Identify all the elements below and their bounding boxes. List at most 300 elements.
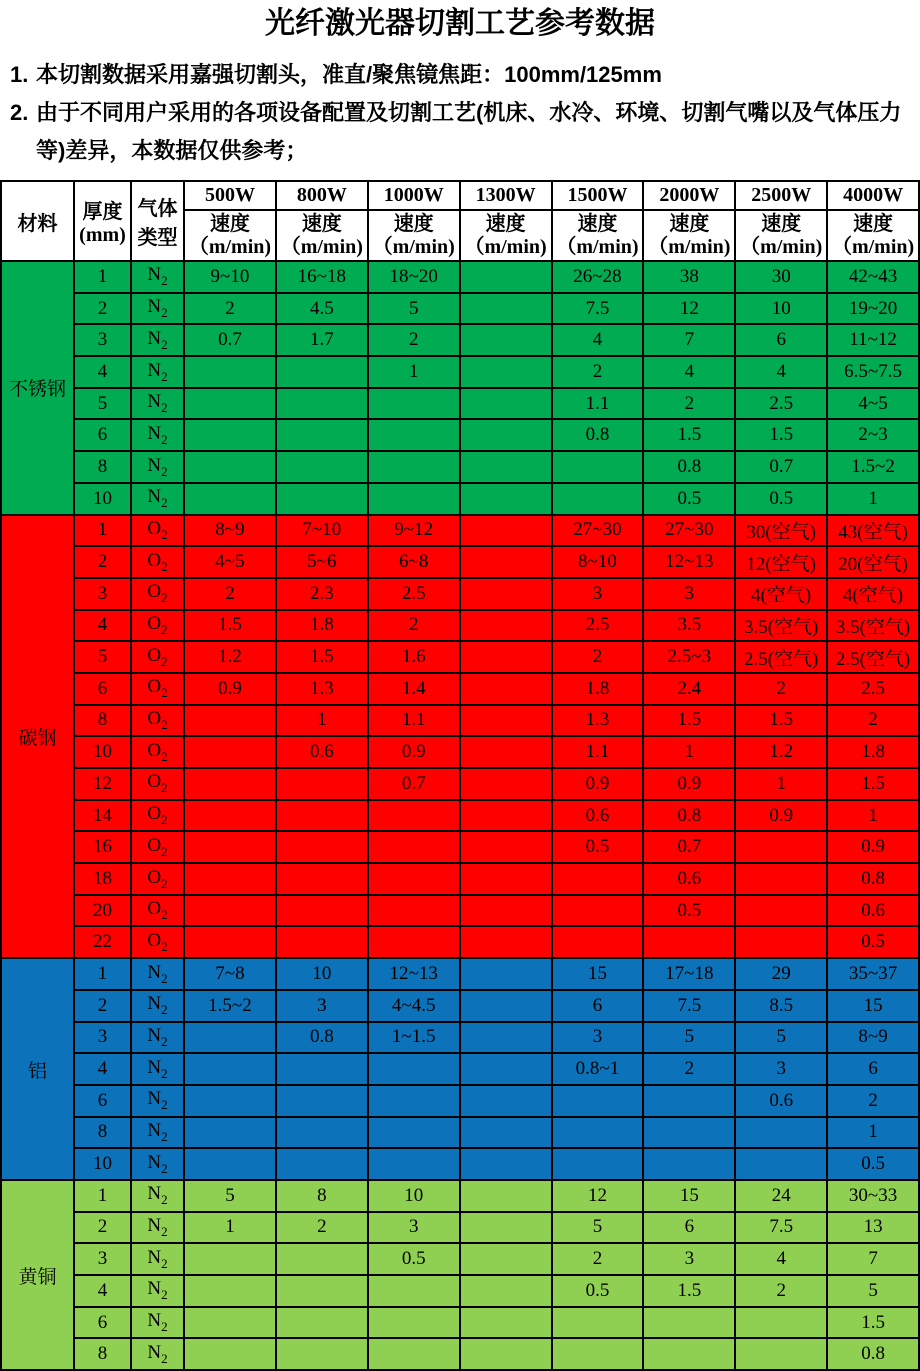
speed-cell: 1.6 — [368, 641, 460, 673]
speed-cell: 1.7 — [276, 324, 368, 356]
speed-header — [368, 210, 460, 261]
speed-cell: 0.8 — [827, 863, 919, 895]
speed-cell — [276, 1338, 368, 1370]
speed-cell: 2 — [184, 578, 276, 610]
speed-unit: （m/min) — [740, 235, 823, 258]
thickness-cell: 8 — [74, 1338, 131, 1370]
speed-cell: 3 — [643, 1243, 735, 1275]
speed-cell: 1 — [276, 705, 368, 737]
material-label: 铝 — [1, 958, 74, 1180]
speed-cell: 26~28 — [552, 261, 644, 293]
speed-cell: 4 — [643, 356, 735, 388]
speed-cell: 7~10 — [276, 515, 368, 547]
speed-cell: 3.5(空气) — [735, 610, 827, 642]
gas-cell: $N_2$ — [131, 1022, 184, 1054]
speed-cell: 13 — [827, 1212, 919, 1244]
note-2 — [10, 94, 916, 170]
thickness-cell: 8 — [74, 1117, 131, 1149]
speed-cell: 0.9 — [643, 768, 735, 800]
speed-cell: 8~10 — [552, 546, 644, 578]
gas-cell: $N_2$ — [131, 990, 184, 1022]
speed-cell — [552, 863, 644, 895]
speed-cell — [643, 1307, 735, 1339]
speed-cell — [184, 863, 276, 895]
table-row — [1, 768, 919, 800]
speed-cell — [460, 1148, 552, 1180]
cutting-reference-table — [0, 180, 920, 1371]
speed-cell: 1 — [827, 800, 919, 832]
speed-cell: 8~9 — [184, 515, 276, 547]
table-row — [1, 863, 919, 895]
speed-cell — [460, 388, 552, 420]
speed-cell — [184, 800, 276, 832]
speed-cell — [276, 1085, 368, 1117]
speed-cell — [460, 356, 552, 388]
gas-cell: $N_2$ — [131, 958, 184, 990]
speed-cell — [643, 1117, 735, 1149]
speed-cell — [276, 1243, 368, 1275]
speed-cell: 0.7 — [368, 768, 460, 800]
thickness-cell: 1 — [74, 261, 131, 293]
speed-cell: 1.8 — [552, 673, 644, 705]
speed-cell: 0.6 — [735, 1085, 827, 1117]
speed-cell: 0.5 — [552, 1275, 644, 1307]
speed-cell — [184, 1117, 276, 1149]
speed-cell: 0.8 — [643, 451, 735, 483]
speed-cell — [460, 1053, 552, 1085]
speed-cell: 10 — [276, 958, 368, 990]
speed-cell: 0.8 — [552, 419, 644, 451]
table-row — [1, 1307, 919, 1339]
table-row — [1, 641, 919, 673]
speed-cell: 9~12 — [368, 515, 460, 547]
table-row — [1, 578, 919, 610]
table-row — [1, 705, 919, 737]
thickness-cell: 4 — [74, 1275, 131, 1307]
speed-cell — [184, 1338, 276, 1370]
speed-cell — [552, 895, 644, 927]
speed-header — [827, 210, 919, 261]
speed-cell: 0.8 — [643, 800, 735, 832]
speed-cell: 1.3 — [276, 673, 368, 705]
thickness-cell: 4 — [74, 356, 131, 388]
gas-cell: $N_2$ — [131, 1180, 184, 1212]
speed-cell — [552, 926, 644, 958]
speed-cell — [276, 768, 368, 800]
speed-cell: 1 — [368, 356, 460, 388]
speed-cell — [184, 926, 276, 958]
speed-cell — [552, 1117, 644, 1149]
speed-cell — [735, 831, 827, 863]
material-column-header: 材料 — [1, 181, 74, 261]
speed-cell: 43(空气) — [827, 515, 919, 547]
speed-cell: 10 — [735, 293, 827, 325]
speed-cell — [184, 1243, 276, 1275]
speed-cell: 0.8~1 — [552, 1053, 644, 1085]
speed-cell — [368, 926, 460, 958]
thickness-cell: 6 — [74, 419, 131, 451]
speed-cell: 30 — [735, 261, 827, 293]
table-row — [1, 293, 919, 325]
gas-cell: $O_2$ — [131, 673, 184, 705]
speed-cell — [552, 1307, 644, 1339]
speed-cell — [460, 324, 552, 356]
table-row — [1, 1022, 919, 1054]
speed-cell — [276, 483, 368, 515]
gas-cell: $O_2$ — [131, 610, 184, 642]
speed-cell: 4~5 — [827, 388, 919, 420]
gas-cell: $O_2$ — [131, 800, 184, 832]
speed-unit: （m/min) — [372, 235, 455, 258]
thickness-cell: 6 — [74, 1307, 131, 1339]
speed-cell: 2 — [827, 1085, 919, 1117]
speed-cell — [552, 1148, 644, 1180]
table-row — [1, 958, 919, 990]
thickness-cell: 3 — [74, 1243, 131, 1275]
speed-cell: 0.7 — [643, 831, 735, 863]
gas-cell: $O_2$ — [131, 641, 184, 673]
speed-cell: 4 — [735, 1243, 827, 1275]
speed-cell: 27~30 — [643, 515, 735, 547]
speed-cell: 8.5 — [735, 990, 827, 1022]
speed-cell — [184, 736, 276, 768]
speed-cell — [184, 1022, 276, 1054]
speed-cell: 1.5 — [827, 1307, 919, 1339]
gas-cell: $N_2$ — [131, 1275, 184, 1307]
speed-header — [184, 210, 276, 261]
speed-cell: 1.5 — [184, 610, 276, 642]
speed-cell: 0.8 — [827, 1338, 919, 1370]
table-row — [1, 1053, 919, 1085]
speed-cell — [460, 1307, 552, 1339]
speed-cell — [368, 800, 460, 832]
speed-unit: （m/min) — [280, 235, 363, 258]
gas-cell: $N_2$ — [131, 356, 184, 388]
thickness-cell: 3 — [74, 324, 131, 356]
speed-cell: 2 — [552, 641, 644, 673]
speed-cell — [460, 673, 552, 705]
speed-cell: 20(空气) — [827, 546, 919, 578]
speed-cell — [735, 1148, 827, 1180]
speed-cell: 0.9 — [827, 831, 919, 863]
speed-cell — [276, 831, 368, 863]
speed-cell: 0.5 — [643, 483, 735, 515]
speed-cell — [184, 483, 276, 515]
speed-cell: 7 — [827, 1243, 919, 1275]
table-row — [1, 261, 919, 293]
speed-cell: 12~13 — [368, 958, 460, 990]
power-header-1500w: 1500W — [552, 181, 644, 210]
speed-cell — [184, 705, 276, 737]
speed-cell: 6 — [552, 990, 644, 1022]
speed-cell — [735, 1307, 827, 1339]
gas-cell: $O_2$ — [131, 926, 184, 958]
thickness-cell: 22 — [74, 926, 131, 958]
speed-cell — [276, 451, 368, 483]
speed-cell — [276, 1307, 368, 1339]
speed-cell — [368, 388, 460, 420]
note-text: 本切割数据采用嘉强切割头，准直/聚焦镜焦距：100mm/125mm — [36, 62, 662, 87]
speed-cell: 2 — [368, 610, 460, 642]
speed-cell: 4(空气) — [735, 578, 827, 610]
speed-cell: 2 — [368, 324, 460, 356]
speed-cell: 1.5 — [276, 641, 368, 673]
speed-cell: 9~10 — [184, 261, 276, 293]
table-row — [1, 1338, 919, 1370]
thickness-cell: 2 — [74, 990, 131, 1022]
speed-cell: 18~20 — [368, 261, 460, 293]
speed-cell: 1.8 — [827, 736, 919, 768]
speed-cell: 2 — [643, 1053, 735, 1085]
table-row — [1, 546, 919, 578]
speed-cell — [460, 895, 552, 927]
speed-cell — [460, 1117, 552, 1149]
speed-cell: 1 — [184, 1212, 276, 1244]
speed-cell — [276, 419, 368, 451]
speed-cell — [460, 1180, 552, 1212]
speed-cell: 1.5 — [643, 1275, 735, 1307]
table-row — [1, 1148, 919, 1180]
gas-cell: $N_2$ — [131, 1307, 184, 1339]
table-row — [1, 673, 919, 705]
speed-cell: 7 — [643, 324, 735, 356]
speed-cell: 0.5 — [827, 1148, 919, 1180]
speed-cell: 0.5 — [643, 895, 735, 927]
thickness-cell: 18 — [74, 863, 131, 895]
speed-cell — [460, 736, 552, 768]
speed-unit: （m/min) — [464, 235, 547, 258]
thickness-cell: 3 — [74, 578, 131, 610]
speed-cell: 30(空气) — [735, 515, 827, 547]
speed-unit: （m/min) — [188, 235, 272, 258]
speed-cell — [368, 895, 460, 927]
speed-cell — [184, 356, 276, 388]
thickness-cell: 6 — [74, 1085, 131, 1117]
speed-label: 速度 — [301, 212, 342, 235]
speed-cell: 29 — [735, 958, 827, 990]
speed-cell: 0.5 — [735, 483, 827, 515]
speed-cell: 4 — [735, 356, 827, 388]
table-row — [1, 356, 919, 388]
speed-cell — [276, 863, 368, 895]
speed-cell — [184, 388, 276, 420]
speed-label: 速度 — [761, 212, 802, 235]
speed-cell — [735, 863, 827, 895]
speed-cell — [184, 451, 276, 483]
speed-cell: 1~1.5 — [368, 1022, 460, 1054]
speed-cell — [184, 1053, 276, 1085]
speed-cell — [460, 863, 552, 895]
speed-cell — [276, 1117, 368, 1149]
thickness-cell: 2 — [74, 293, 131, 325]
thickness-cell: 10 — [74, 1148, 131, 1180]
table-row — [1, 1243, 919, 1275]
speed-cell: 1.5 — [827, 768, 919, 800]
speed-cell: 4.5 — [276, 293, 368, 325]
speed-cell: 5 — [552, 1212, 644, 1244]
gas-cell: $O_2$ — [131, 578, 184, 610]
page-title: 光纤激光器切割工艺参考数据 — [265, 7, 655, 40]
speed-cell: 1.1 — [552, 736, 644, 768]
speed-cell: 0.5 — [552, 831, 644, 863]
speed-cell: 3.5(空气) — [827, 610, 919, 642]
speed-cell: 1.5 — [735, 705, 827, 737]
speed-cell: 12 — [643, 293, 735, 325]
gas-cell: $O_2$ — [131, 863, 184, 895]
speed-cell: 2.5(空气) — [827, 641, 919, 673]
speed-cell: 12 — [552, 1180, 644, 1212]
thickness-cell: 10 — [74, 736, 131, 768]
speed-cell — [276, 895, 368, 927]
speed-cell: 1.4 — [368, 673, 460, 705]
gas-cell: $O_2$ — [131, 705, 184, 737]
thickness-cell: 1 — [74, 958, 131, 990]
speed-cell: 2.3 — [276, 578, 368, 610]
speed-cell: 0.8 — [276, 1022, 368, 1054]
table-row — [1, 515, 919, 547]
speed-cell: 8~9 — [827, 1022, 919, 1054]
speed-cell — [460, 515, 552, 547]
gas-cell: $N_2$ — [131, 1148, 184, 1180]
speed-cell: 7~8 — [184, 958, 276, 990]
gas-cell: $N_2$ — [131, 388, 184, 420]
power-header-2000w: 2000W — [643, 181, 735, 210]
thickness-cell: 2 — [74, 1212, 131, 1244]
speed-label: 速度 — [853, 212, 894, 235]
gas-cell: $O_2$ — [131, 831, 184, 863]
speed-cell: 0.6 — [552, 800, 644, 832]
speed-cell: 6~8 — [368, 546, 460, 578]
speed-cell — [643, 1148, 735, 1180]
speed-cell: 15 — [827, 990, 919, 1022]
speed-cell: 3 — [368, 1212, 460, 1244]
speed-cell: 1 — [827, 483, 919, 515]
speed-cell — [460, 1085, 552, 1117]
speed-cell — [460, 610, 552, 642]
speed-cell: 6.5~7.5 — [827, 356, 919, 388]
speed-header — [552, 210, 644, 261]
speed-cell: 10 — [368, 1180, 460, 1212]
thickness-column-header: 厚度(mm) — [74, 181, 131, 261]
speed-cell: 24 — [735, 1180, 827, 1212]
speed-cell: 30~33 — [827, 1180, 919, 1212]
speed-label: 速度 — [209, 212, 250, 235]
speed-cell: 2.5 — [735, 388, 827, 420]
speed-cell: 5 — [184, 1180, 276, 1212]
thickness-cell: 1 — [74, 1180, 131, 1212]
speed-unit: （m/min) — [831, 235, 915, 258]
speed-cell: 1.8 — [276, 610, 368, 642]
speed-cell: 3 — [552, 578, 644, 610]
thickness-cell: 2 — [74, 546, 131, 578]
speed-cell — [735, 1117, 827, 1149]
power-header-1000w: 1000W — [368, 181, 460, 210]
speed-cell: 4(空气) — [827, 578, 919, 610]
gas-cell: $N_2$ — [131, 419, 184, 451]
speed-cell — [368, 451, 460, 483]
speed-cell — [184, 419, 276, 451]
speed-cell: 0.6 — [643, 863, 735, 895]
note-text: 由于不同用户采用的各项设备配置及切割工艺(机床、水冷、环境、切割气嘴以及气体压力等)差异，本数据仅供参考； — [36, 100, 902, 163]
speed-cell — [460, 578, 552, 610]
speed-cell — [276, 800, 368, 832]
table-row — [1, 419, 919, 451]
speed-cell — [368, 483, 460, 515]
speed-cell — [368, 1053, 460, 1085]
speed-cell: 0.7 — [735, 451, 827, 483]
speed-cell — [460, 958, 552, 990]
speed-cell: 12(空气) — [735, 546, 827, 578]
speed-cell: 2 — [276, 1212, 368, 1244]
table-row — [1, 1275, 919, 1307]
speed-header — [643, 210, 735, 261]
speed-cell: 2 — [643, 388, 735, 420]
gas-cell: $O_2$ — [131, 546, 184, 578]
speed-cell: 5 — [827, 1275, 919, 1307]
speed-cell: 1 — [643, 736, 735, 768]
speed-cell: 1.5 — [643, 705, 735, 737]
speed-cell: 19~20 — [827, 293, 919, 325]
speed-cell: 1.5 — [643, 419, 735, 451]
speed-cell: 2.5~3 — [643, 641, 735, 673]
thickness-cell: 16 — [74, 831, 131, 863]
speed-cell: 2.5 — [368, 578, 460, 610]
power-header-500w: 500W — [184, 181, 276, 210]
thickness-cell: 12 — [74, 768, 131, 800]
table-row — [1, 1117, 919, 1149]
speed-header — [460, 210, 552, 261]
speed-cell: 15 — [643, 1180, 735, 1212]
speed-cell — [368, 419, 460, 451]
speed-cell — [184, 831, 276, 863]
speed-cell — [460, 800, 552, 832]
table-row — [1, 324, 919, 356]
speed-cell — [368, 831, 460, 863]
table-row — [1, 1180, 919, 1212]
gas-cell: $O_2$ — [131, 515, 184, 547]
speed-cell: 2 — [827, 705, 919, 737]
table-row — [1, 800, 919, 832]
speed-cell: 3.5 — [643, 610, 735, 642]
power-header-4000w: 4000W — [827, 181, 919, 210]
speed-cell: 1.5~2 — [184, 990, 276, 1022]
thickness-cell: 10 — [74, 483, 131, 515]
speed-cell: 0.6 — [827, 895, 919, 927]
speed-cell — [460, 768, 552, 800]
speed-label: 速度 — [577, 212, 618, 235]
speed-cell: 1.1 — [368, 705, 460, 737]
speed-header — [735, 210, 827, 261]
speed-cell: 27~30 — [552, 515, 644, 547]
gas-cell: $N_2$ — [131, 1212, 184, 1244]
gas-cell: $N_2$ — [131, 483, 184, 515]
gas-cell: $N_2$ — [131, 293, 184, 325]
speed-cell — [552, 483, 644, 515]
speed-cell — [184, 768, 276, 800]
speed-cell — [460, 831, 552, 863]
gas-cell: $N_2$ — [131, 261, 184, 293]
speed-cell: 38 — [643, 261, 735, 293]
table-row — [1, 926, 919, 958]
speed-cell — [368, 1117, 460, 1149]
speed-cell: 0.9 — [368, 736, 460, 768]
speed-cell: 1 — [827, 1117, 919, 1149]
speed-unit: （m/min) — [556, 235, 639, 258]
speed-cell — [460, 546, 552, 578]
thickness-cell: 14 — [74, 800, 131, 832]
speed-cell: 1.2 — [735, 736, 827, 768]
speed-cell: 2 — [735, 673, 827, 705]
